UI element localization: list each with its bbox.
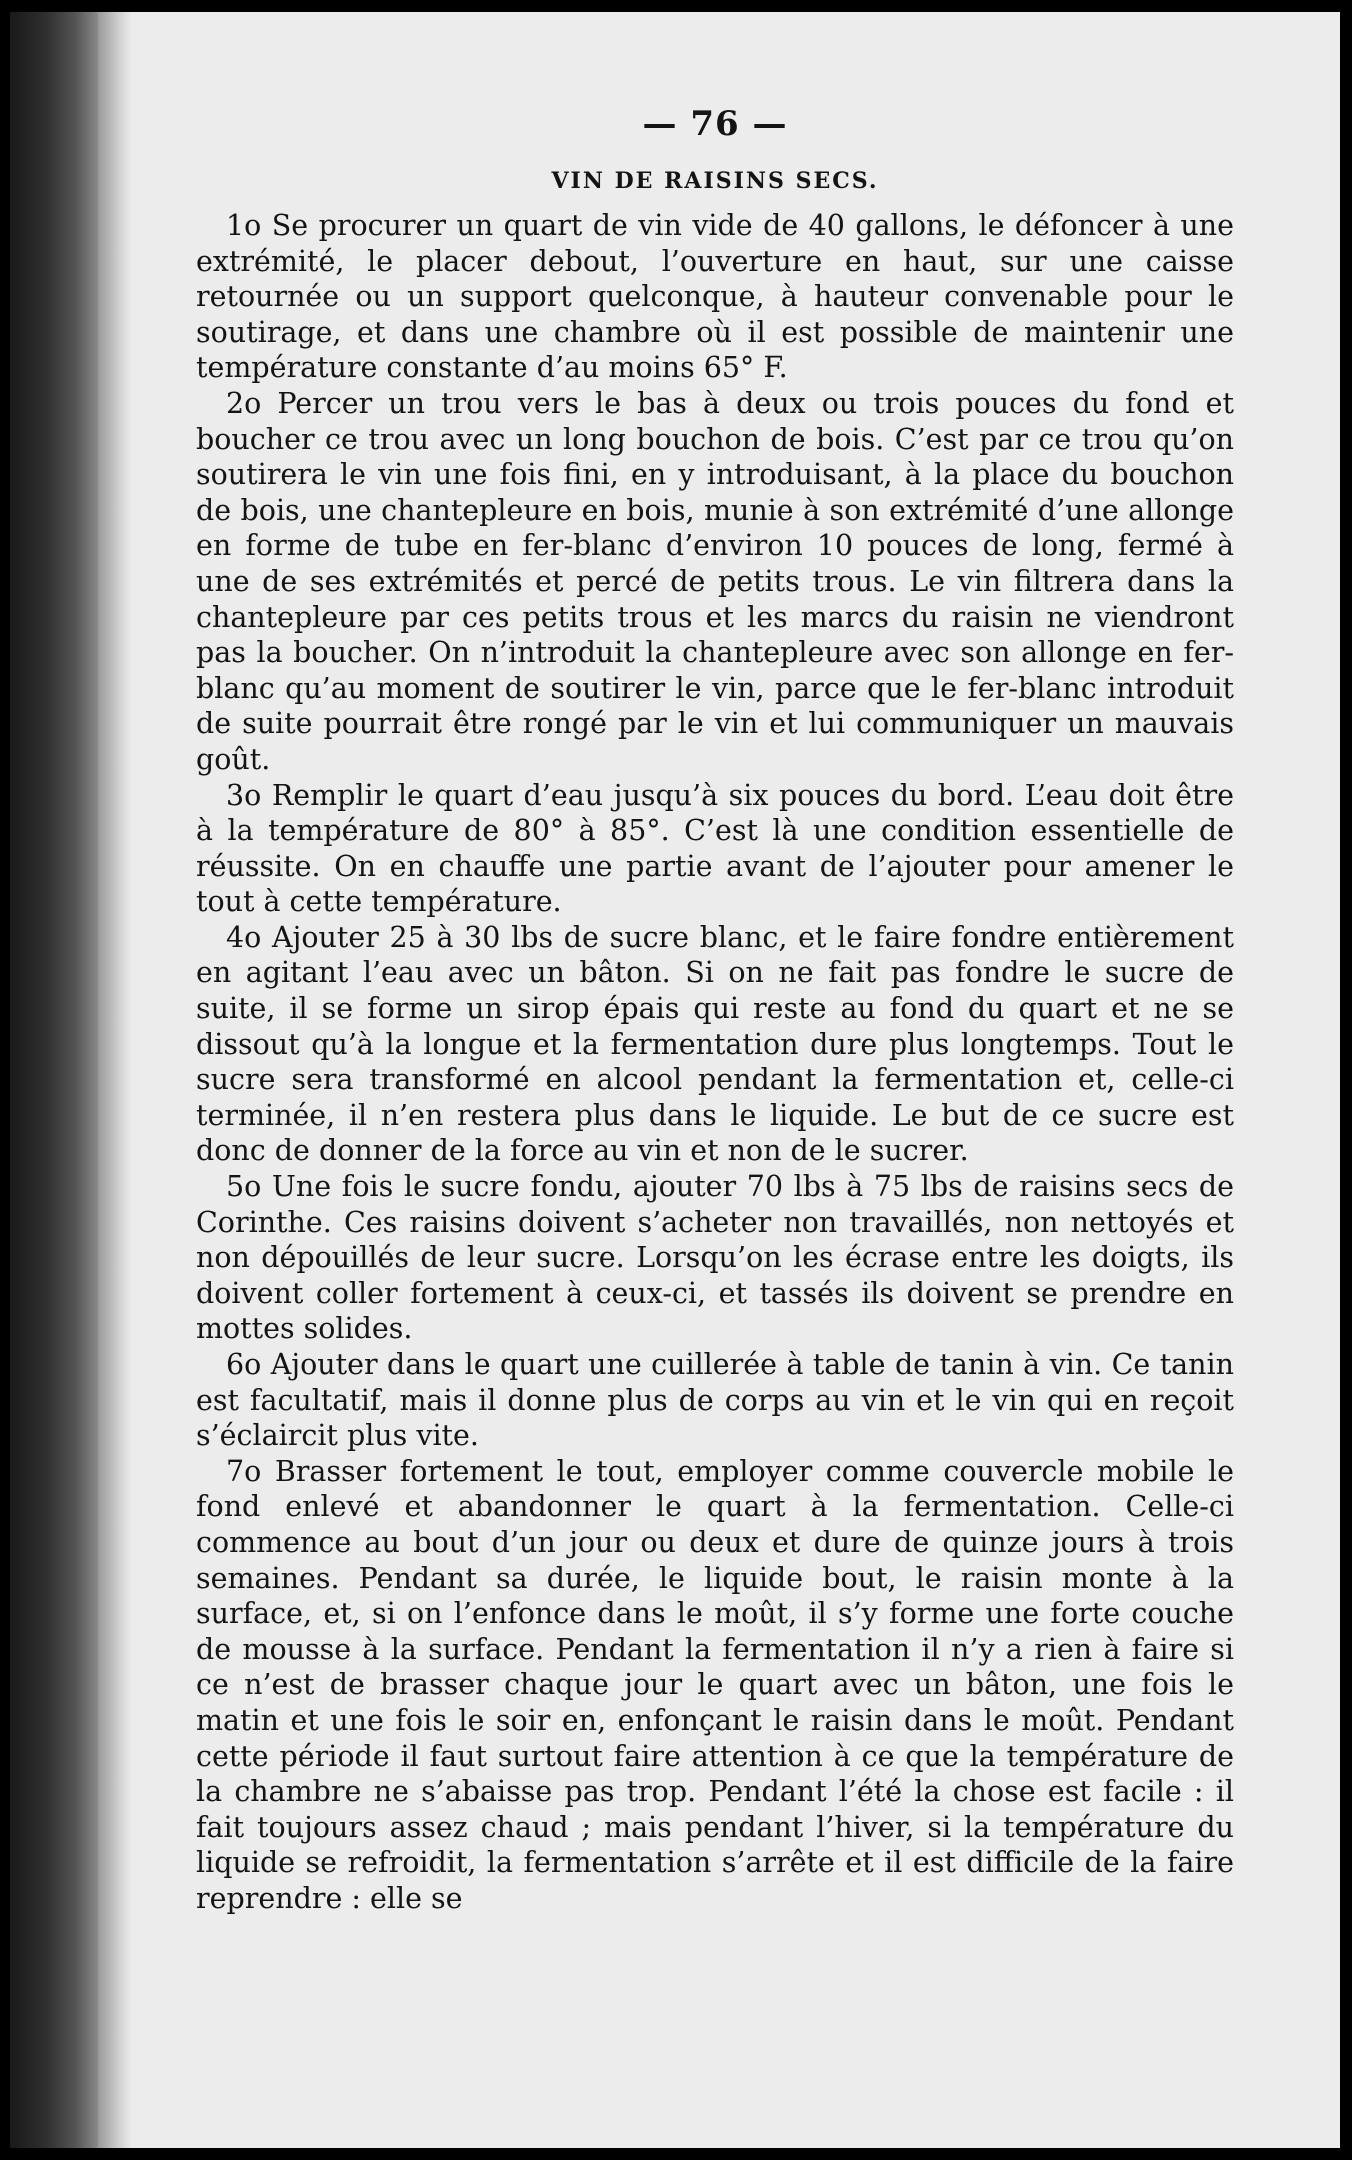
paragraph-4: 4o Ajouter 25 à 30 lbs de sucre blanc, et le faire fondre entièrement en agitant l’eau avec un bâton. Si on ne fait pas fondre le sucre de suite, il se forme un sirop épais qui reste au fond du quart et ne se dissout qu’à la longue et la fermentation dure plus longtemps. Tout le sucre sera transformé en alcool pendant la fermentation et, celle-ci terminée, il n’en restera plus dans le liquide. Le but de ce sucre est donc de donner de la force au vin et non de le sucrer.	[196, 920, 1234, 1168]
page-number: — 76 —	[642, 104, 788, 144]
paragraph-2: 2o Percer un trou vers le bas à deux ou trois pouces du fond et boucher ce trou avec un long bouchon de bois. C’est par ce trou qu’on soutirera le vin une fois fini, en y introduisant, à la place du bouchon de bois, une chantepleure en bois, munie à son extrémité d’une allonge en forme de tube en fer-blanc d’environ 10 pouces de long, fermé à une de ses extrémités et percé de petits trous. Le vin filtrera dans la chantepleure par ces petits trous et les marcs du raisin ne viendront pas la boucher. On n’introduit la chantepleure avec son allonge en fer-blanc qu’au moment de soutirer le vin, parce que le fer-blanc introduit de suite pourrait être rongé par le vin et lui communiquer un mauvais goût.	[196, 386, 1234, 776]
paragraph-7: 7o Brasser fortement le tout, employer comme couvercle mobile le fond enlevé et abandonner le quart à la fermentation. Celle-ci commence au bout d’un jour ou deux et dure de quinze jours à trois semaines. Pendant sa durée, le liquide bout, le raisin monte à la surface, et, si on l’enfonce dans le moût, il s’y forme une forte couche de mousse à la surface. Pendant la fermentation il n’y a rien à faire si ce n’est de brasser chaque jour le quart avec un bâton, une fois le matin et une fois le soir en, enfonçant le raisin dans le moût. Pendant cette période il faut surtout faire attention à ce que la température de la chambre ne s’abaisse pas trop. Pendant l’été la chose est facile : il fait toujours assez chaud ; mais pendant l’hiver, si la température du liquide se refroidit, la fermentation s’arrête et il est difficile de la faire reprendre : elle se	[196, 1454, 1234, 1915]
paragraph-3: 3o Remplir le quart d’eau jusqu’à six pouces du bord. L’eau doit être à la température de 80° à 85°. C’est là une condition essentielle de réussite. On en chauffe une partie avant de l’ajouter pour amener le tout à cette température.	[196, 778, 1234, 919]
section-title: VIN DE RAISINS SECS.	[551, 168, 879, 194]
page-content	[196, 104, 1234, 1917]
book-page	[10, 12, 1340, 2148]
paragraph-1: 1o Se procurer un quart de vin vide de 40 gallons, le défoncer à une extrémité, le placer debout, l’ouverture en haut, sur une caisse retournée ou un support quelconque, à hauteur convenable pour le soutirage, et dans une chambre où il est possible de maintenir une température constante d’au moins 65° F.	[196, 209, 1234, 385]
page-gutter	[98, 12, 132, 2148]
paragraph-5: 5o Une fois le sucre fondu, ajouter 70 lbs à 75 lbs de raisins secs de Corinthe. Ces raisins doivent s’acheter non travaillés, non nettoyés et non dépouillés de leur sucre. Lorsqu’on les écrase entre les doigts, ils doivent coller fortement à ceux-ci, et tassés ils doivent se prendre en mottes solides.	[196, 1170, 1234, 1346]
paragraph-6: 6o Ajouter dans le quart une cuillerée à table de tanin à vin. Ce tanin est facultatif, mais il donne plus de corps au vin et le vin qui en reçoit s’éclaircit plus vite.	[196, 1348, 1234, 1453]
book-spine	[10, 12, 98, 2148]
